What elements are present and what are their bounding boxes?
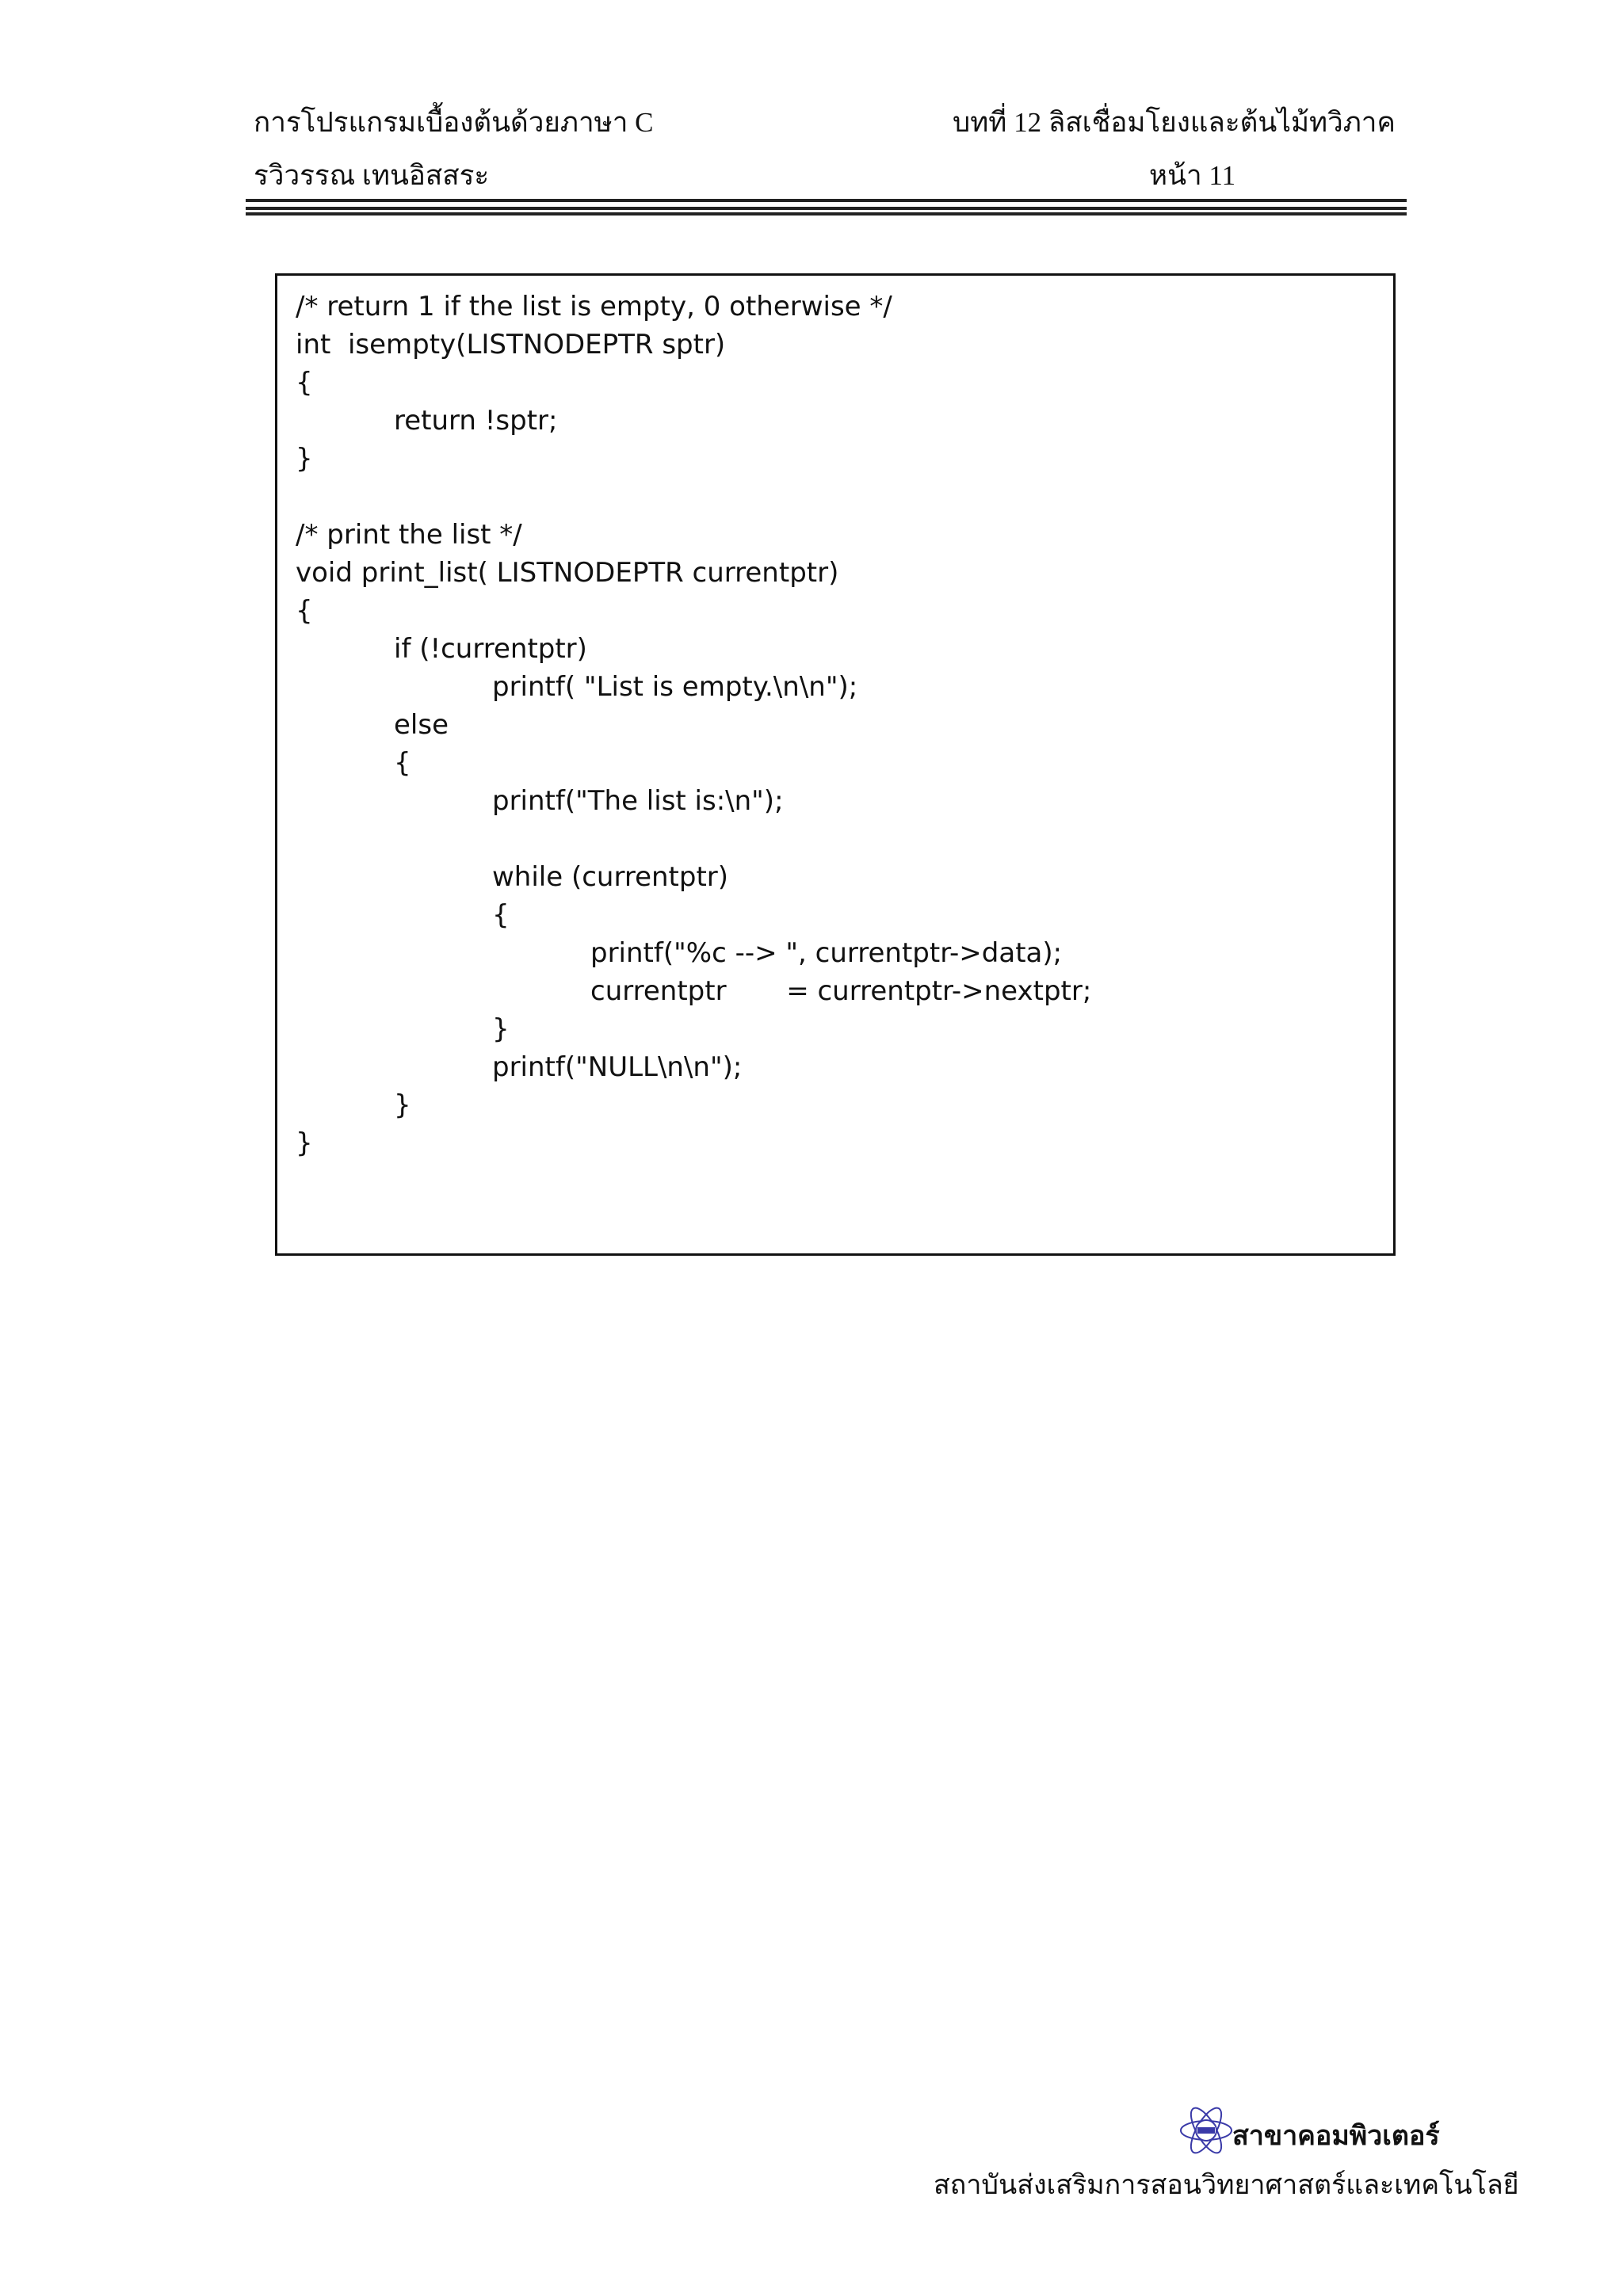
- code-line: }: [296, 443, 313, 475]
- code-line: printf("The list is:\n");: [492, 785, 784, 817]
- page-number: หน้า 11: [1149, 160, 1236, 191]
- code-line: int isempty(LISTNODEPTR sptr): [296, 329, 726, 360]
- code-line: if (!currentptr): [394, 633, 587, 665]
- code-line: }: [492, 1013, 510, 1045]
- header-rule: [246, 199, 1407, 202]
- footer-department: สาขาคอมพิวเตอร์: [1232, 2122, 1440, 2151]
- author-name: รวิวรรณ เทนอิสสระ: [254, 160, 490, 191]
- footer-institute: สถาบันส่งเสริมการสอนวิทยาศาสตร์และเทคโนโลยี: [934, 2171, 1519, 2200]
- code-line: }: [296, 1127, 313, 1159]
- code-line: printf("NULL\n\n");: [492, 1051, 743, 1083]
- chapter-title: บทที่ 12 ลิสเชื่อมโยงและต้นไม้ทวิภาค: [953, 107, 1396, 138]
- code-line: printf("%c --> ", currentptr->data);: [590, 937, 1063, 969]
- code-line: {: [394, 747, 411, 779]
- header-rule: [246, 207, 1407, 210]
- code-line: {: [296, 367, 313, 399]
- code-line: {: [492, 899, 510, 931]
- course-title: การโปรแกรมเบื้องต้นด้วยภาษา C: [254, 107, 654, 138]
- code-line: {: [296, 595, 313, 627]
- code-line: currentptr = currentptr->nextptr;: [590, 975, 1092, 1007]
- code-line: /* print the list */: [296, 519, 522, 551]
- code-line: /* return 1 if the list is empty, 0 otherwise */: [296, 291, 892, 322]
- code-line: void print_list( LISTNODEPTR currentptr): [296, 557, 839, 589]
- code-line: }: [394, 1089, 411, 1121]
- institute-logo-icon: [1178, 2103, 1234, 2158]
- header-rule: [246, 212, 1407, 215]
- code-listing-box: [275, 273, 1396, 1256]
- code-line: printf( "List is empty.\n\n");: [492, 671, 858, 703]
- code-line: return !sptr;: [394, 405, 558, 437]
- code-line: while (currentptr): [492, 861, 729, 893]
- code-line: else: [394, 709, 449, 741]
